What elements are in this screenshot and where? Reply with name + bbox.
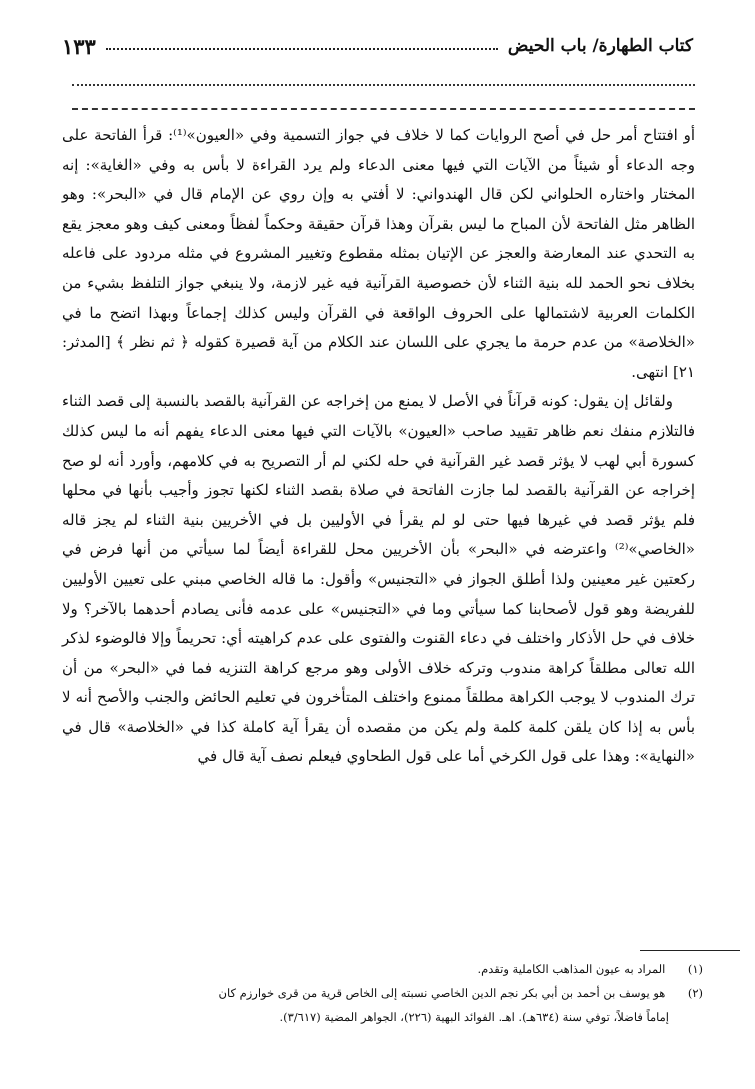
footnotes <box>62 958 703 1029</box>
footnote-2-continuation: إماماً فاضلاً، توفي سنة (٦٣٤هـ). اهـ. الفوائد البهية (٢٢٦)، الجواهر المضية (٣/٦١٧). <box>279 1010 669 1024</box>
main-text <box>62 121 695 772</box>
paragraph-2: ولقائل إن يقول: كونه قرآناً في الأصل لا يمنع من إخراجه عن القرآنية بالقصد بالنسبة إلى قصد الثناء فالتلازم منفك نعم ظاهر تقييد صاحب «العيون» بالآيات التي فيها معنى الدعاء يفهم أنه ما ليس كذلك كسورة أبي لهب لا يؤثر قصد غير القرآنية في حله لكني لم أر التصريح به في كلامهم، وأورد أنه لو صح إخراجه عن القرآنية بالقصد لما جازت الفاتحة في صلاة بقصد الثناء لكنها تجوز وأجيب بأنها في محلها فلم يؤثر قصد في غيرها فيها حتى لو لم يقرأ في الأوليين بل في الأخريين بنية الثناء لم يجز قاله «الخاصي»⁽²⁾ واعترضه في «البحر» بأن الأخريين محل للقراءة أيضاً لما سيأتي من أنها فرض في ركعتين غير معينين ولذا أطلق الجواز في «التجنيس» وأقول: ما قاله الخاصي مبني على تعيين الأوليين للفريضة وهو قول لأصحابنا كما سيأتي وما في «التجنيس» على عدمه فأنى يصادم أحدهما بالآخر؟ ولا خلاف في حل الأذكار واختلف في دعاء القنوت والفتوى على عدم كراهيته أي: تحريماً وإلا فالوضوء لذكر الله تعالى مطلقاً كراهة مندوب وتركه خلاف الأولى وهو مرجع كراهة التنزيه فما في «البحر» من أن ترك المندوب لا يوجب الكراهة مطلقاً ممنوع واختلف المتأخرون في تعليم الحائض والجنب والأصح أنه لا بأس به إذا كان يلقن كلمة كلمة ولم يكن من مقصده أن يقرأ آية كاملة كذا في «الخلاصة» قال في «النهاية»: وهذا على قول الكرخي أما على قول الطحاوي فيعلم نصف آية قال في <box>62 392 695 766</box>
footnote-2 <box>62 982 703 1005</box>
page-number: ١٣٣ <box>62 33 96 59</box>
dotted-separator <box>72 84 695 86</box>
header-dot-leader <box>106 48 498 50</box>
dashed-separator <box>72 108 695 110</box>
footnote-text: هو يوسف بن أحمد بن أبي بكر نجم الدين الخاصي نسبته إلى الخاص قرية من قرى خوارزم كان <box>218 986 666 1000</box>
running-title: كتاب الطهارة/ باب الحيض <box>507 36 693 56</box>
footnote-number: (٢) <box>687 986 703 1000</box>
footnote-number: (١) <box>687 962 703 976</box>
footnote-1 <box>62 958 703 981</box>
paragraph-1: أو افتتاح أمر حل في أصح الروايات كما لا خلاف في جواز التسمية وفي «العيون»⁽¹⁾: قرأ الفاتحة على وجه الدعاء أو شيئاً من الآيات التي فيها معنى الدعاء ولم يرد القراءة لا بأس به وفي «الغاية»: إنه المختار واختاره الحلواني لكن قال الهندواني: لا أفتي به وإن روي عن الإمام قال في «البحر»: وهو الظاهر مثل الفاتحة لأن المباح ما ليس بقرآن وهذا قرآن حقيقة وحكماً لفظاً ومعنى كيف وهو معجز يقع به التحدي عند المعارضة والعجز عن الإتيان بمثله مقطوع وتغيير المشروع في مثله مردود على فاعله بخلاف نحو الحمد لله بنية الثناء لأن خصوصية القرآنية فيه غير لازمة، ولا ينبغي جواز التلفظ بشيء من الكلمات العربية لاشتمالها على الحروف الواقعة في القرآن وليس كذلك إجماعاً وبهذا اتضح ما في «الخلاصة» من عدم حرمة ما يجري على اللسان عند الكلام من آية قصيرة كقوله ﴿ ثم نظر ﴾ [المدثر: ٢١] انتهى. <box>62 126 695 381</box>
footnote-separator <box>640 950 740 951</box>
footnote-text: المراد به عيون المذاهب الكاملية وتقدم. <box>477 962 666 976</box>
running-header <box>62 30 693 62</box>
